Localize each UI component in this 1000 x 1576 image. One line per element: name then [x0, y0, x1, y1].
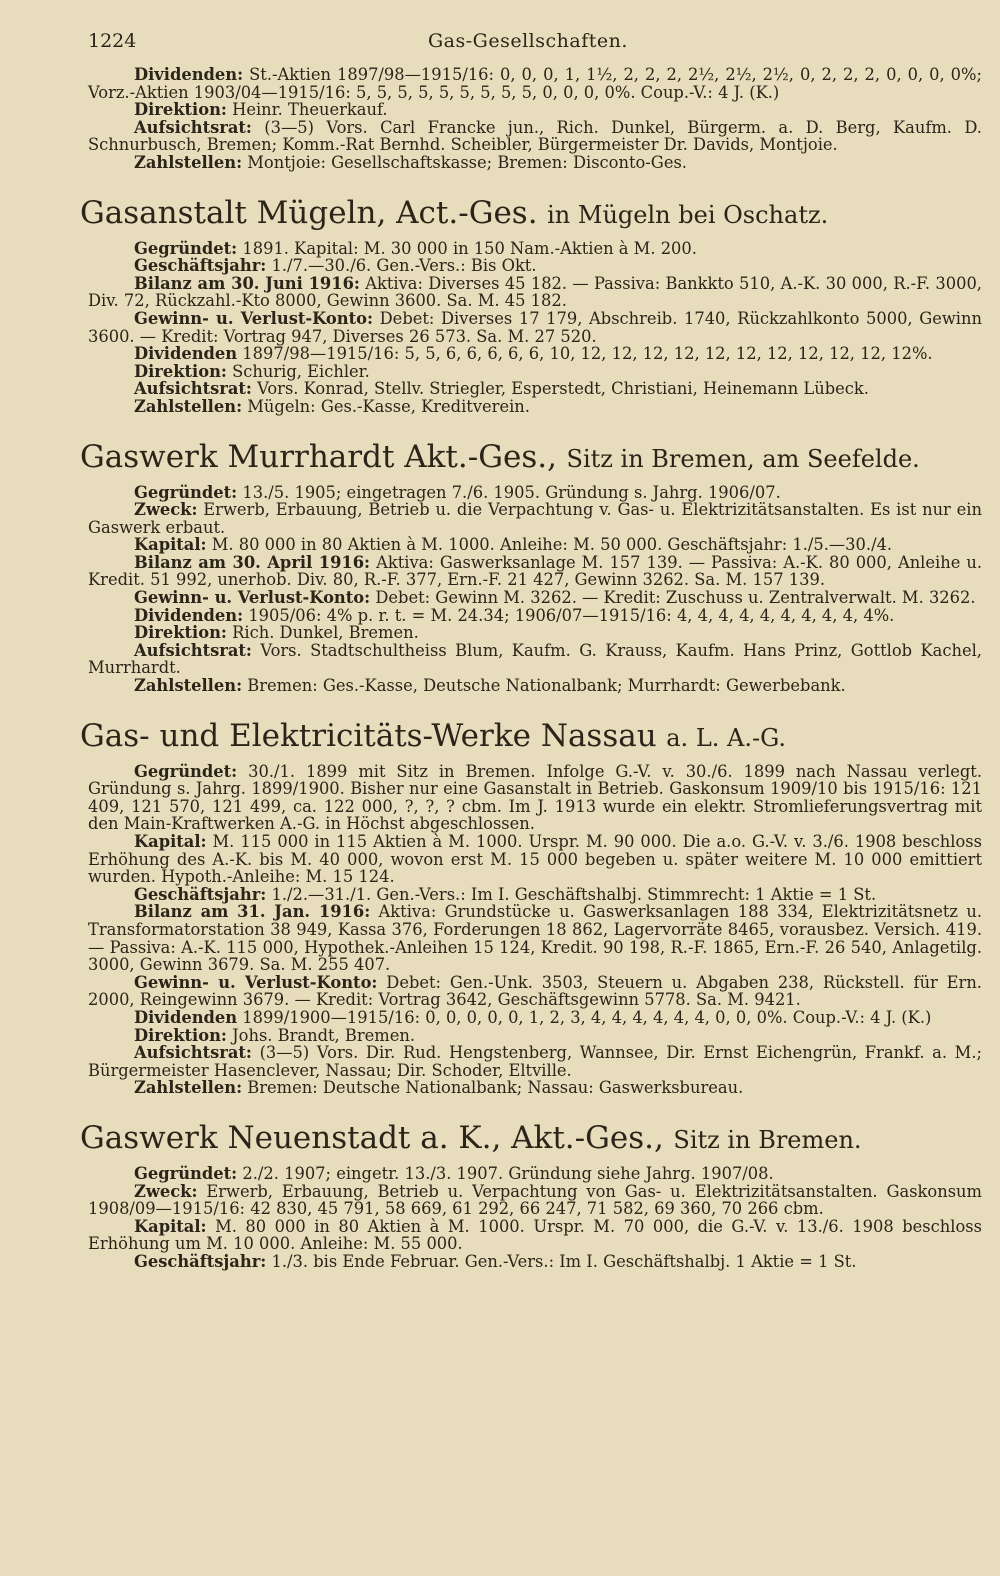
- entry-text: Rich. Dunkel, Bremen.: [232, 623, 419, 643]
- entry-paragraph: [88, 310, 982, 345]
- entry-paragraph: [88, 833, 982, 886]
- entry-paragraph: [88, 624, 982, 642]
- entry-text: M. 80 000 in 80 Aktien à M. 1000. Anleihe: M. 50 000. Geschäftsjahr: 1./5.—30./4.: [211, 535, 893, 555]
- entry-paragraph: [88, 398, 982, 416]
- entry-key: Aufsichtsrat:: [134, 1043, 252, 1063]
- entry-text: (3—5) Vors. Carl Francke jun., Rich. Dunkel, Bürgerm. a. D. Berg, Kaufm. D. Schnurbusch, Bremen; Komm.-Rat Bernhd. Scheibler, Bürgermeister Dr. Davids, Montjoie.: [88, 117, 982, 155]
- entry-paragraph: [88, 119, 982, 154]
- entry-key: Dividenden: [134, 1007, 238, 1027]
- entry-paragraph: [88, 257, 982, 275]
- entry-paragraph: [88, 1165, 982, 1183]
- entry-paragraph: [88, 275, 982, 310]
- entry-key: Aufsichtsrat:: [134, 640, 252, 660]
- entry-text: Erwerb, Erbauung, Betrieb u. Verpachtung von Gas- u. Elektrizitätsanstalten. Gaskonsum 1908/09—1915/16: 42 830, 45 791, 58 669, 61 292, 66 247, 71 582, 69 360, 70 266 cbm.: [88, 1181, 982, 1219]
- entry-paragraph: [88, 677, 982, 695]
- entry-key: Zahlstellen:: [134, 152, 243, 172]
- entry-key: Direktion:: [134, 623, 227, 643]
- entry-key: Zahlstellen:: [134, 396, 243, 416]
- entry-paragraph: [88, 607, 982, 625]
- entry-key: Gewinn- u. Verlust-Konto:: [134, 972, 378, 992]
- entry-key: Aufsichtsrat:: [134, 117, 252, 137]
- entry-text: 1./7.—30./6. Gen.-Vers.: Bis Okt.: [271, 256, 537, 276]
- sections: [80, 65, 983, 1271]
- running-title: Gas-Gesellschaften.: [428, 30, 628, 52]
- entry-key: Bilanz am 30. Juni 1916:: [134, 273, 360, 293]
- entry-paragraph: [88, 154, 982, 172]
- entry-text: Aktiva: Diverses 45 182. — Passiva: Bankkto 510, A.-K. 30 000, R.-F. 3000, Div. 72, Rückzahl.-Kto 8000, Gewinn 3600. Sa. M. 45 182.: [88, 273, 982, 311]
- entry-key: Gewinn- u. Verlust-Konto:: [134, 588, 371, 608]
- entry-key: Kapital:: [134, 1216, 207, 1236]
- company-seat: a. L. A.-G.: [666, 723, 787, 752]
- entry-text: Schurig, Eichler.: [232, 361, 370, 381]
- entry-key: Kapital:: [134, 535, 207, 555]
- entry-paragraph: [88, 101, 982, 119]
- page-number: 1224: [88, 30, 137, 52]
- entry-key: Kapital:: [134, 832, 207, 851]
- entry-paragraph: [88, 484, 982, 502]
- entry-paragraph: [88, 1183, 982, 1218]
- company-title: [80, 194, 982, 234]
- entry-text: St.-Aktien 1897/98—1915/16: 0, 0, 0, 1, 1½, 2, 2, 2, 2½, 2½, 2½, 0, 2, 2, 2, 0, 0, 0, 0%; Vorz.-Aktien 1903/04—1915/16: 5, 5, 5, 5, 5, 5, 5, 5, 5, 0, 0, 0, 0%. Coup.-V.: 4 J. (K.): [88, 65, 982, 102]
- entry-paragraph: [88, 501, 982, 536]
- entry-paragraph: [88, 380, 982, 398]
- entry-paragraph: [88, 363, 982, 381]
- entry-paragraph: [88, 345, 982, 363]
- entry-text: Debet: Gewinn M. 3262. — Kredit: Zuschuss u. Zentralverwalt. M. 3262.: [375, 588, 976, 608]
- company-name: Gaswerk Neuenstadt a. K., Akt.-Ges.,: [80, 1119, 664, 1156]
- entry-text: 1905/06: 4% p. r. t. = M. 24.34; 1906/07—1915/16: 4, 4, 4, 4, 4, 4, 4, 4, 4, 4%.: [248, 605, 895, 625]
- entry-key: Direktion:: [134, 361, 227, 381]
- company-entry: [80, 717, 982, 1098]
- entry-text: Erwerb, Erbauung, Betrieb u. die Verpachtung v. Gas- u. Elektrizitätsanstalten. Es ist nur ein Gaswerk erbaut.: [88, 500, 982, 537]
- entry-text: Aktiva: Gaswerksanlage M. 157 139. — Passiva: A.-K. 80 000, Anleihe u. Kredit. 51 992, unerhob. Div. 80, R.-F. 377, Ern.-F. 21 427, Gewinn 3262. Sa. M. 157 139.: [88, 552, 983, 590]
- entry-text: Mügeln: Ges.-Kasse, Kreditverein.: [247, 396, 530, 416]
- entry-text: 13./5. 1905; eingetragen 7./6. 1905. Gründung s. Jahrg. 1906/07.: [242, 482, 781, 502]
- company-entry: [88, 66, 982, 172]
- entry-text: Aktiva: Grundstücke u. Gaswerksanlagen 188 334, Elektrizitätsnetz u. Transformatorstation 38 949, Kassa 376, Forderungen 18 862, Lagervorräte 8465, vorausbez. Versich. 419. — Passiva: A.-K. 115 000, Hypothek.-Anleihen 15 124, Kredit. 90 198, R.-F. 1865, Ern.-F. 26 540, Anlagetilg. 3000, Gewinn 3679. Sa. M. 255 407.: [88, 902, 982, 975]
- entry-key: Gegründet:: [134, 761, 238, 781]
- company-seat: Sitz in Bremen.: [673, 1125, 862, 1154]
- entry-text: 1899/1900—1915/16: 0, 0, 0, 0, 0, 1, 2, 3, 4, 4, 4, 4, 4, 4, 0, 0, 0%. Coup.-V.: 4 J. (K.): [242, 1007, 932, 1027]
- company-title: [80, 717, 982, 757]
- entry-paragraph: [88, 240, 982, 258]
- entry-key: Dividenden:: [134, 605, 244, 625]
- page-header: [88, 30, 982, 52]
- entry-text: Vors. Stadtschultheiss Blum, Kaufm. G. Krauss, Kaufm. Hans Prinz, Gottlob Kachel, Murrhardt.: [88, 640, 982, 678]
- entry-paragraph: [88, 763, 982, 833]
- entry-text: 1897/98—1915/16: 5, 5, 6, 6, 6, 6, 6, 10, 12, 12, 12, 12, 12, 12, 12, 12, 12, 12, 12%.: [242, 344, 933, 364]
- entry-key: Gegründet:: [134, 1163, 238, 1183]
- entry-text: 30./1. 1899 mit Sitz in Bremen. Infolge G.-V. v. 30./6. 1899 nach Nassau verlegt. Gründung s. Jahrg. 1899/1900. Bisher nur eine Gasanstalt in Betrieb. Gaskonsum 1909/10 bis 1915/16: 121 409, 121 570, 121 499, ca. 122 000, ?, ?, ? cbm. Im J. 1913 wurde ein elektr. Stromlieferungsvertrag mit den Main-Kraftwerken A.-G. in Höchst abgeschlossen.: [88, 761, 982, 834]
- entry-paragraph: [88, 903, 982, 973]
- entry-paragraph: [88, 1218, 982, 1253]
- entry-text: Heinr. Theuerkauf.: [232, 100, 388, 120]
- entry-key: Dividenden: [134, 344, 238, 364]
- entry-text: M. 115 000 in 115 Aktien à M. 1000. Urspr. M. 90 000. Die a.o. G.-V. v. 3./6. 1908 beschloss Erhöhung des A.-K. bis M. 40 000, wovon erst M. 15 000 begeben u. später weitere M. 10 000 emittiert wurden. Hypoth.-Anleihe: M. 15 124.: [88, 832, 982, 887]
- entry-paragraph: [88, 1009, 982, 1027]
- entry-key: Bilanz am 31. Jan. 1916:: [134, 902, 371, 922]
- company-title: [80, 438, 982, 478]
- entry-text: 1./2.—31./1. Gen.-Vers.: Im I. Geschäftshalbj. Stimmrecht: 1 Aktie = 1 St.: [271, 884, 877, 904]
- entry-key: Direktion:: [134, 100, 227, 120]
- entry-key: Zweck:: [134, 500, 198, 520]
- company-entry: [80, 438, 983, 696]
- entry-paragraph: [88, 589, 982, 607]
- entry-text: Bremen: Ges.-Kasse, Deutsche Nationalbank; Murrhardt: Gewerbebank.: [247, 676, 846, 696]
- entry-text: 1./3. bis Ende Februar. Gen.-Vers.: Im I. Geschäftshalbj. 1 Aktie = 1 St.: [271, 1251, 857, 1271]
- entry-key: Zahlstellen:: [134, 676, 243, 696]
- entry-text: Debet: Diverses 17 179, Abschreib. 1740, Rückzahlkonto 5000, Gewinn 3600. — Kredit: Vortrag 947, Diverses 26 573. Sa. M. 27 520.: [88, 308, 982, 346]
- entry-key: Geschäftsjahr:: [134, 884, 267, 904]
- entry-text: 2./2. 1907; eingetr. 13./3. 1907. Gründung siehe Jahrg. 1907/08.: [242, 1163, 774, 1183]
- company-entry: [80, 194, 982, 416]
- entry-text: M. 80 000 in 80 Aktien à M. 1000. Urspr. M. 70 000, die G.-V. v. 13./6. 1908 beschloss Erhöhung um M. 10 000. Anleihe: M. 55 000.: [88, 1216, 982, 1254]
- entry-paragraph: [88, 642, 982, 677]
- entry-key: Zahlstellen:: [134, 1078, 243, 1098]
- entry-text: 1891. Kapital: M. 30 000 in 150 Nam.-Aktien à M. 200.: [242, 238, 697, 258]
- entry-key: Gegründet:: [134, 238, 238, 258]
- entry-text: Montjoie: Gesellschaftskasse; Bremen: Disconto-Ges.: [247, 152, 687, 172]
- company-seat: Sitz in Bremen, am Seefelde.: [566, 444, 920, 473]
- entry-paragraph: [88, 1027, 982, 1045]
- entry-key: Gegründet:: [134, 482, 238, 502]
- entry-text: Bremen: Deutsche Nationalbank; Nassau: Gaswerksbureau.: [247, 1078, 744, 1098]
- entry-paragraph: [88, 1253, 982, 1271]
- entry-paragraph: [88, 1079, 982, 1097]
- company-name: Gasanstalt Mügeln, Act.-Ges.: [80, 194, 538, 231]
- entry-paragraph: [88, 974, 982, 1009]
- entry-paragraph: [88, 1044, 982, 1079]
- entry-paragraph: [88, 886, 982, 904]
- company-seat: in Mügeln bei Oschatz.: [547, 200, 829, 229]
- entry-text: (3—5) Vors. Dir. Rud. Hengstenberg, Wannsee, Dir. Ernst Eichengrün, Frankf. a. M.; Bürgermeister Hasenclever, Nassau; Dir. Schoder, Eltville.: [88, 1043, 982, 1080]
- entry-text: Debet: Gen.-Unk. 3503, Steuern u. Abgaben 238, Rückstell. für Ern. 2000, Reingewinn 3679. — Kredit: Vortrag 3642, Geschäftsgewinn 5778. Sa. M. 9421.: [88, 972, 982, 1010]
- entry-paragraph: [88, 66, 982, 101]
- company-entry: [80, 1119, 982, 1271]
- entry-key: Zweck:: [134, 1181, 198, 1201]
- entry-key: Aufsichtsrat:: [134, 379, 252, 399]
- entry-text: Vors. Konrad, Stellv. Striegler, Esperstedt, Christiani, Heinemann Lübeck.: [257, 379, 869, 399]
- entry-paragraph: [88, 554, 982, 589]
- entry-key: Geschäftsjahr:: [134, 256, 267, 276]
- entry-key: Gewinn- u. Verlust-Konto:: [134, 308, 374, 328]
- entry-key: Dividenden:: [134, 65, 244, 84]
- company-name: Gas- und Elektricitäts-Werke Nassau: [80, 717, 657, 754]
- company-title: [80, 1119, 982, 1159]
- entry-key: Bilanz am 30. April 1916:: [134, 552, 371, 572]
- company-name: Gaswerk Murrhardt Akt.-Ges.,: [80, 438, 557, 475]
- entry-key: Geschäftsjahr:: [134, 1251, 267, 1271]
- entry-paragraph: [88, 536, 982, 554]
- entry-text: Johs. Brandt, Bremen.: [232, 1025, 416, 1045]
- entry-key: Direktion:: [134, 1025, 227, 1045]
